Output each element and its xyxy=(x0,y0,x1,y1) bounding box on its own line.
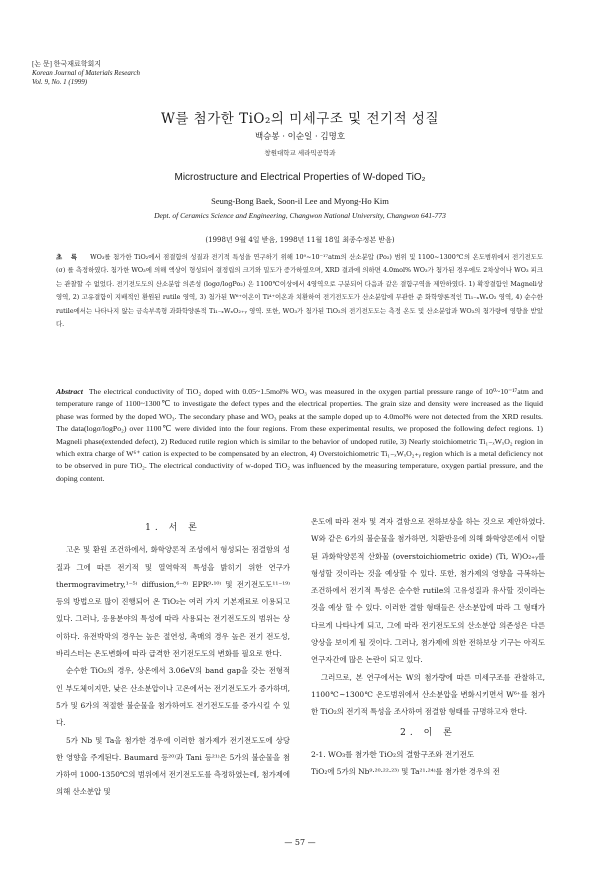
right-column xyxy=(311,513,545,780)
journal-volume: Vol. 9, No. 1 (1999) xyxy=(32,78,88,86)
section-title-theory: 2. 이 론 xyxy=(400,727,456,738)
affiliation-korean: 창원대학교 세라믹공학과 xyxy=(264,149,336,157)
abstract-korean-heading: 초 록 xyxy=(56,253,81,261)
journal-info xyxy=(32,60,140,87)
journal-category: [논 문] 한국재료학회지 xyxy=(32,60,102,68)
abstract-korean xyxy=(56,251,543,331)
title-english: Microstructure and Electrical Properties of W-doped TiO₂ xyxy=(174,172,426,183)
title-korean: W를 첨가한 TiO₂의 미세구조 및 전기적 성질 xyxy=(160,111,440,127)
intro-paragraph: 5가 Nb 및 Ta을 첨가한 경우에 이러한 첨가제가 전기전도도에 상당한 영향을 주게된다. Baumard 등²⁰⁾과 Tani 등²¹⁾은 5가의 불순물을 첨가하여 1000-1350℃의 범위에서 전기전도도를 측정하였는데, 첨가제에 의해 산소분압 및 xyxy=(56,735,290,797)
left-column xyxy=(56,520,290,801)
received-dates: (1998년 9월 4일 받음, 1998년 11월 18일 최종수정본 받음) xyxy=(205,236,395,244)
journal-name-en: Korean Journal of Materials Research xyxy=(32,69,140,77)
section-title-introduction: 1. 서 론 xyxy=(145,523,201,533)
abstract-korean-text: WO₃를 첨가한 TiO₂에서 점결함의 성질과 전기적 특성을 연구하기 위해 10⁰~10⁻¹⁷atm의 산소분압 (Po₂) 범위 및 1100~1300℃의 온도범위에서 전기전도도 (σ) 를 측정하였다. 첨가한 WO₃에 의해 액상이 형성되어 결정립의 크기와 밀도가 증가하였으며, XRD 결과에 의하면 4.0mol% WO₃가 첨가된 경우에도 2차상이나 WO₃ 피크는 관찰할 수 없었다. 전기전도도의 산소분압 의존성 (logσ/logPo₂) 은 1100℃이상에서 4영역으로 구분되어 다음과 같은 결함구역을 제안하였다. 1) 확장결함인 Magneli상 영역, 2) 고유결함이 지배적인 환원된 rutile 영역, 3) 첨가된 W⁶⁺이온이 Ti⁴⁺이온과 치환하여 전기전도도가 산소분압에 무관한 준 화학양론적인 Ti₁₋ₓWₓO₂ 영역, 4) 순수한 rutile에서는 나타나지 않는 금속부족형 과화학양론적 Ti₁₋ₓWₓO₂₊ᵧ 영역. 또한, WO₃가 첨가된 TiO₂의 전기전도도는 측정 온도 및 산소분압과 WO₃의 첨가량에 영향을 받았다. xyxy=(56,253,543,329)
intro-paragraph: 그러므로, 본 연구에서는 W의 첨가량에 따른 미세구조를 관찰하고, 1100℃~1300℃ 온도범위에서 산소분압을 변화시키면서 W⁶⁺를 첨가한 TiO₂의 전기적 특성을 조사하여 점결함 형태를 규명하고자 한다. xyxy=(311,672,545,717)
authors-korean: 백승봉 · 이순일 · 김명호 xyxy=(254,132,346,142)
affiliation-english: Dept. of Ceramics Science and Engineering, Changwon National University, Changwon 641-773 xyxy=(154,211,446,220)
abstract-english-text: The electrical conductivity of TiO₂ doped with 0.05~1.5mol% WO₃ was measured in the oxygen partial pressure range of 10⁰~10⁻¹⁷atm and temperature range of 1100~1300℃ to investigate the defect types and the electrical properties. The grain size and density were increased as the liquid phase was formed by the doped WO₃. The secondary phase and WO₃ peaks at the sample doped up to 4.0mol% were not detected from the XRD results. The data(logσ/logPo₂) over 1100℃ were divided into the four regions. From these experimental results, we proposed the following defect regions. 1) Magneli phase(extended defect), 2) Reduced rutile region which is similar to the behavior of undoped rutile, 3) Nearly stoichiometric Ti₁₋ₓWₓO₂ region in which extra charge of W⁶⁺ cation is expected to be compensated by an electron, 4) Overstoichiometric Ti₁₋ₓWₓO₂₊ᵧ region which is a metal deficiency not to be observed in pure TiO₂. The electrical conductivity of w-doped TiO₂ was influenced by the measuring temperature, oxygen partial pressure, and the doping content. xyxy=(56,387,543,483)
theory-paragraph: TiO₂에 5가의 Nb⁹·²⁰·²²·²³⁾ 및 Ta²¹·²⁴⁾를 첨가한 경우의 전 xyxy=(311,767,500,777)
page-number: — 57 — xyxy=(284,838,316,847)
authors-english: Seung-Bong Baek, Soon-il Lee and Myong-Ho Kim xyxy=(211,196,389,206)
abstract-english-heading: Abstract xyxy=(56,387,83,396)
subsection-title: 2-1. WO₃를 첨가한 TiO₂의 결함구조와 전기전도 xyxy=(311,749,475,759)
intro-paragraph: 온도에 따라 전자 및 격자 결함으로 전하보상을 하는 것으로 제안하였다. W와 같은 6가의 불순물을 첨가하면, 치환반응에 의해 화학양론에서 이탈된 과화학양론적 산화물 (overstoichiometric oxide) (Ti, W)O₂₊ᵧ를 형성할 것이라는 것을 예상할 수 있다. 또한, 첨가제의 영향을 극복하는 조건하에서 전기적 특성은 순수한 rutile의 고유성질과 유사할 것이라는 것을 예상 할 수 있다. 이러한 결함 형태들은 산소분압에 따라 그 형태가 다르게 나타나게 되고, 그에 따라 전기전도도의 산소분압 의존성은 다른 양상을 보이게 될 것이다. 그러나, 첨가제에 의한 전하보상 기구는 아직도 연구자간에 많은 논란이 되고 있다. xyxy=(311,517,545,665)
abstract-english xyxy=(56,386,543,485)
intro-paragraph: 고온 및 환원 조건하에서, 화학양론적 조성에서 형성되는 점결함의 성질과 그에 따른 전기적 및 열역학적 특성을 밝히기 위한 연구가 thermogravimetry,¹⁻⁵⁾ diffusion,⁶⁻⁸⁾ EPR⁹·¹⁰⁾ 및 전기전도도¹¹⁻¹⁹⁾ 등의 방법으로 많이 진행되어 온 TiO₂는 여러 가지 기본재료로 이용되고 있다. 그러나, 응용분야의 특성에 따라 사용되는 전기전도도의 범위는 상이하다. 유전박막의 경우는 높은 절연성, 촉매의 경우 높은 전기 전도성, 바리스터는 온도변화에 따라 급격한 전기전도도의 변화를 필요로 한다. xyxy=(56,545,290,659)
intro-paragraph: 순수한 TiO₂의 경우, 상온에서 3.06eV의 band gap을 갖는 전형적인 부도체이지만, 낮은 산소분압이나 고온에서는 전기전도도가 증가하며, 5가 및 6가의 적절한 불순물을 첨가하여도 전기전도도를 증가시킬 수 있다. xyxy=(56,666,290,728)
